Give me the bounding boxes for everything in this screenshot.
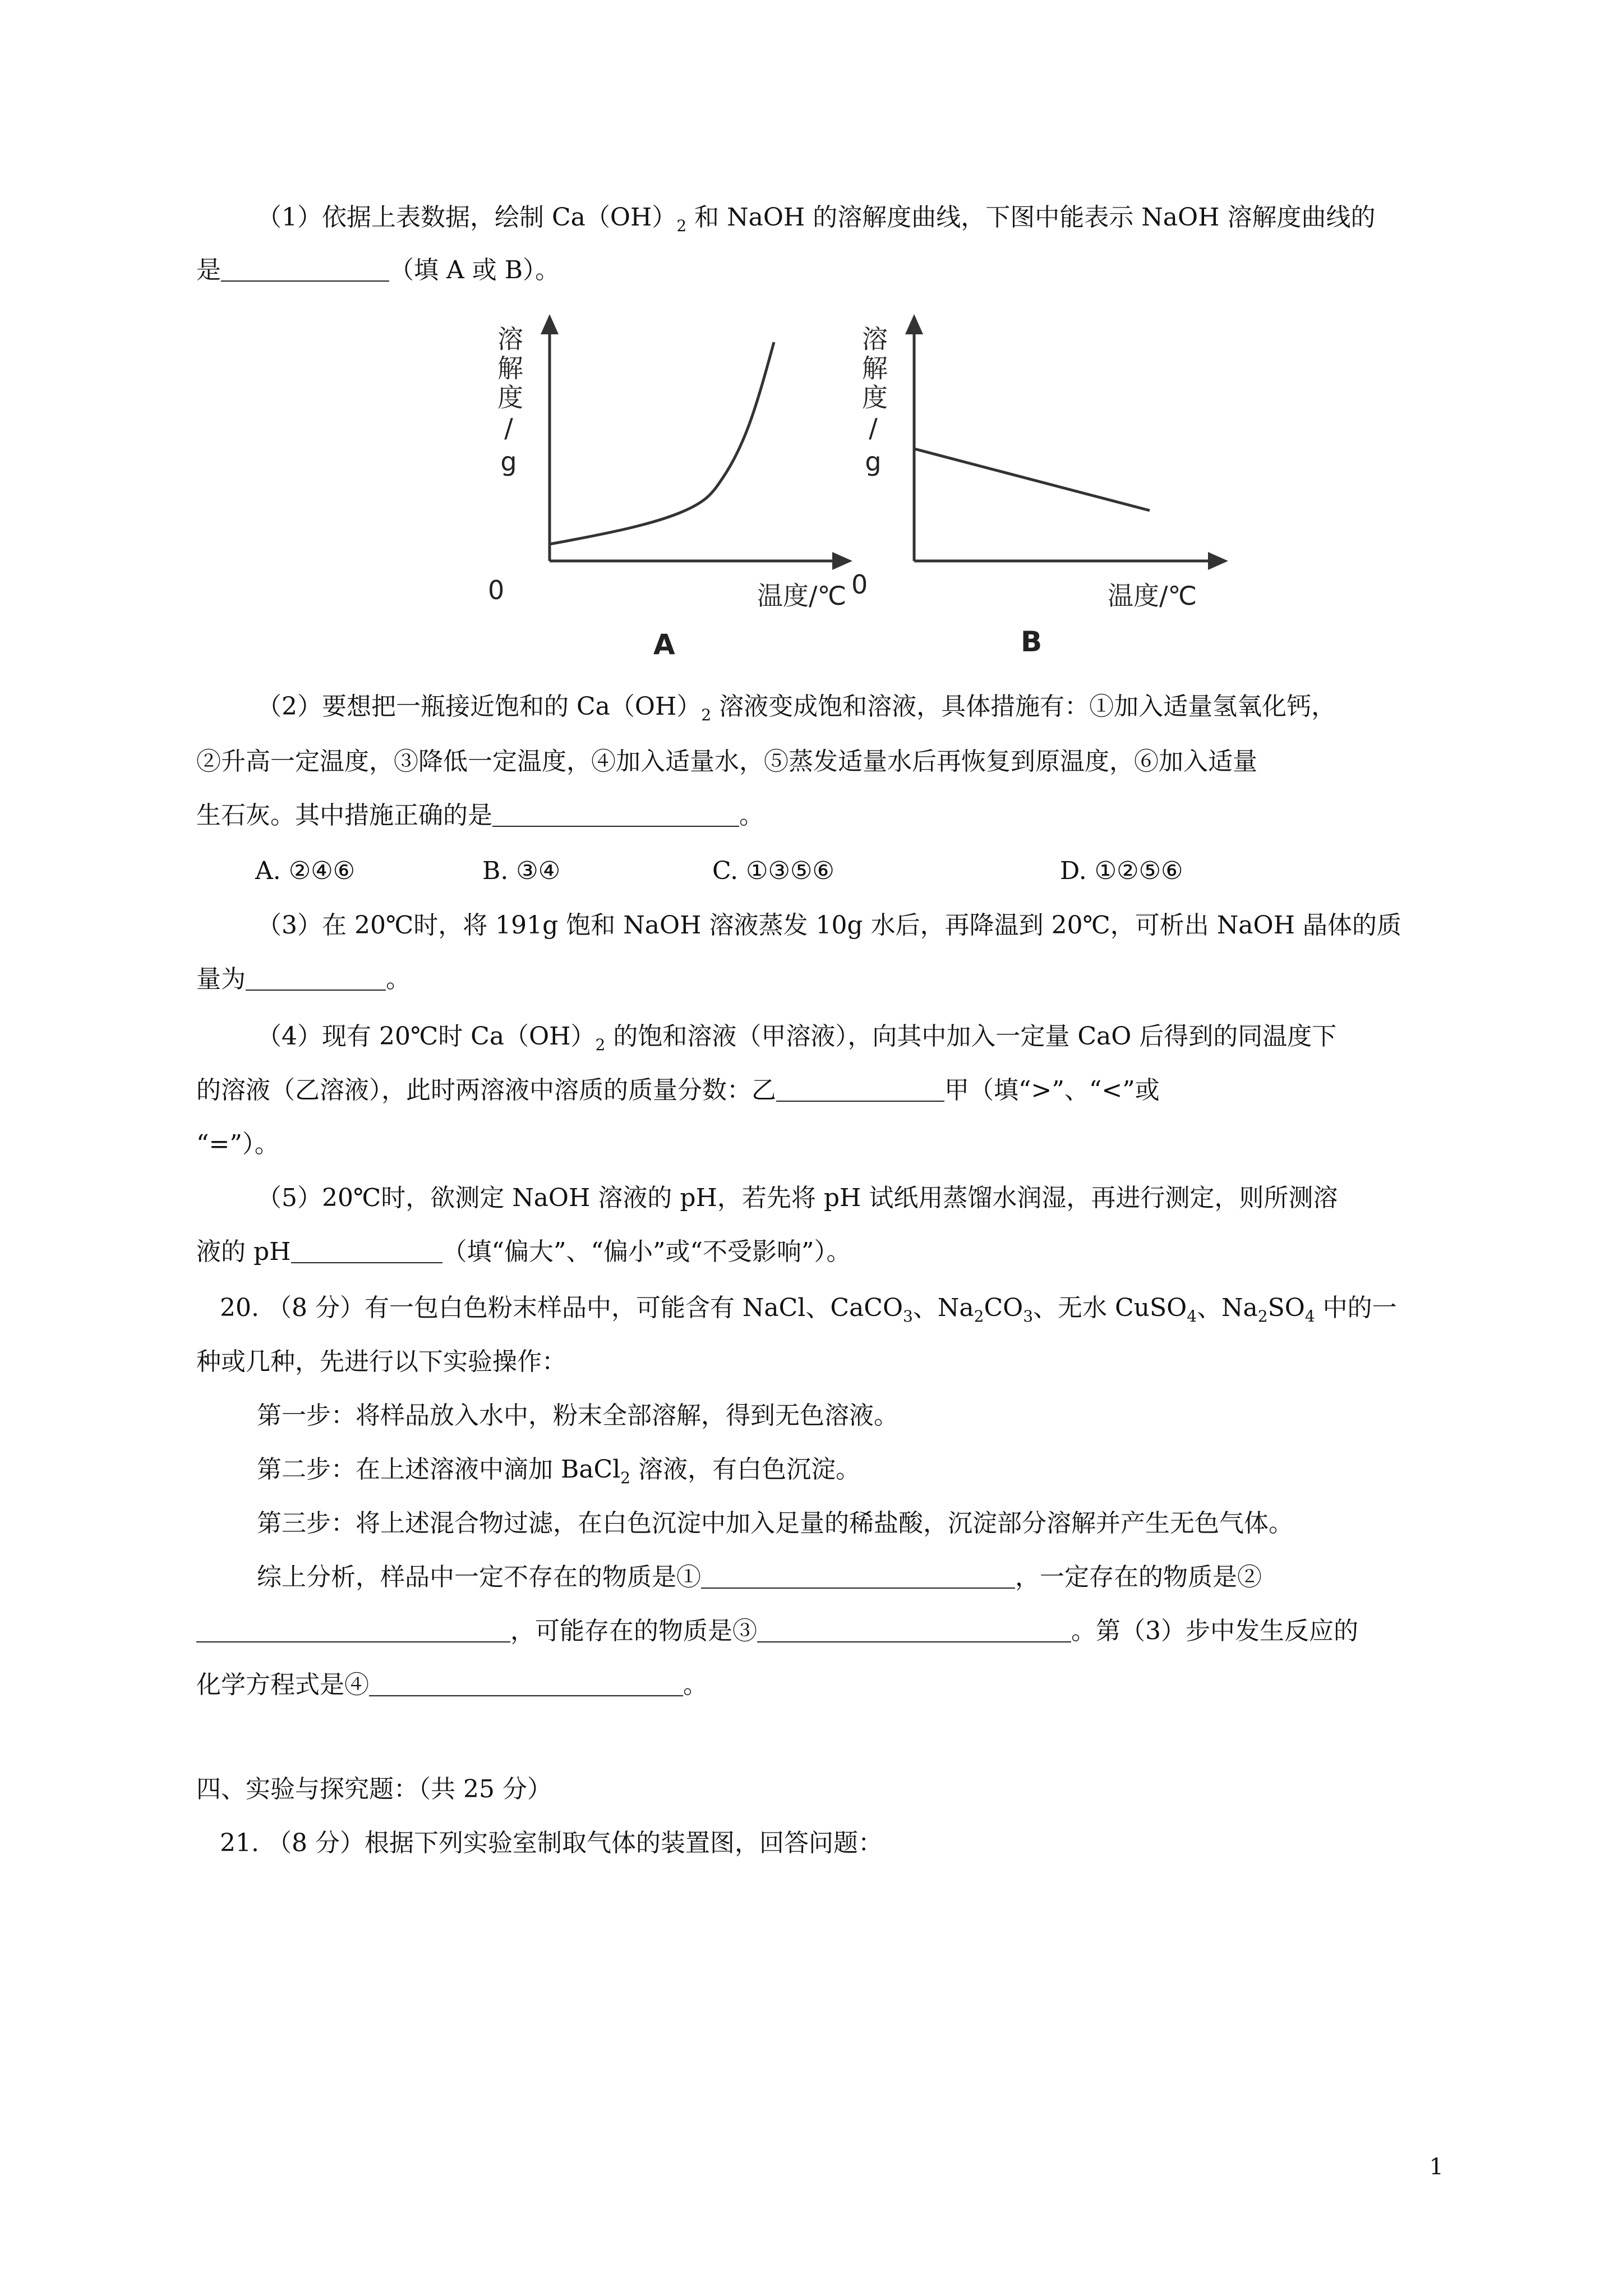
graph-a-plot xyxy=(465,314,869,606)
q19-part4-line2: 的溶液（乙溶液），此时两溶液中溶质的质量分数：乙 甲（填“>”、“<”或 xyxy=(196,1076,1160,1105)
option-c[interactable]: C. ①③⑤⑥ xyxy=(712,857,834,885)
q19-part3-line1: （3）在 20℃时，将 191g 饱和 NaOH 溶液蒸发 10g 水后，再降温到 20℃，可析出 NaOH 晶体的质 xyxy=(257,911,1401,940)
answer-blank-1[interactable] xyxy=(701,1563,1015,1589)
option-b[interactable]: B. ③④ xyxy=(482,857,561,885)
graph-a-ylabel: 溶解度/g xyxy=(494,325,524,480)
q20-line2: 种或几种，先进行以下实验操作： xyxy=(196,1347,566,1376)
q19-part4-line1: （4）现有 20℃时 $Ca(OH)_2$ 的饱和溶液（甲溶液），向其中加入一定量 CaO 后得到的同温度下 xyxy=(257,1022,1337,1054)
answer-blank[interactable] xyxy=(246,965,386,991)
q20-summary-line3: 化学方程式是④ 。 xyxy=(196,1671,708,1699)
q19-part1-line2: 是 （填 A 或 B）。 xyxy=(196,256,560,284)
q19-part1-line1: （1）依据上表数据，绘制 $Ca(OH)_2$ 和 NaOH 的溶解度曲线，下图中能表示 NaOH 溶解度曲线的 xyxy=(257,203,1376,235)
answer-blank-2[interactable] xyxy=(196,1617,510,1642)
q21-line1: 21. （8 分）根据下列实验室制取气体的装置图，回答问题： xyxy=(220,1829,883,1857)
answer-blank[interactable] xyxy=(492,801,739,827)
q20-step1: 第一步：将样品放入水中，粉末全部溶解，得到无色溶液。 xyxy=(257,1401,898,1430)
q19-part2-line2: ②升高一定温度，③降低一定温度，④加入适量水，⑤蒸发适量水后再恢复到原温度，⑥加入适量 xyxy=(196,747,1257,776)
answer-blank-4[interactable] xyxy=(369,1671,683,1696)
y-axis-arrow xyxy=(541,314,559,334)
graph-a-xlabel: 温度/℃ xyxy=(757,581,847,611)
q19-part4-line3: “=”）。 xyxy=(196,1130,279,1158)
graph-b-origin: 0 xyxy=(851,569,868,600)
section-heading: 四、实验与探究题：（共 25 分） xyxy=(196,1775,552,1803)
q20-step2: 第二步：在上述溶液中滴加 BaCl$_2$ 溶液，有白色沉淀。 xyxy=(257,1455,861,1487)
answer-blank-3[interactable] xyxy=(757,1617,1071,1642)
q19-part2-line3: 生石灰。其中措施正确的是 。 xyxy=(196,801,764,830)
page-number: 1 xyxy=(1429,2154,1444,2180)
y-axis-arrow xyxy=(905,314,923,334)
solubility-line xyxy=(914,449,1150,510)
answer-blank[interactable] xyxy=(291,1237,442,1263)
option-a[interactable]: A. ②④⑥ xyxy=(255,857,356,885)
solubility-curve xyxy=(550,342,774,544)
x-axis-arrow xyxy=(1208,552,1228,570)
q20-step3: 第三步：将上述混合物过滤，在白色沉淀中加入足量的稀盐酸，沉淀部分溶解并产生无色气体。 xyxy=(257,1509,1293,1538)
q20-line1: 20. （8 分）有一包白色粉末样品中，可能含有 NaCl、CaCO$_3$、$Na_2CO_3$、无水 CuSO$_4$、$Na_2SO_4$ 中的一 xyxy=(220,1294,1397,1326)
answer-blank[interactable] xyxy=(221,256,389,282)
q19-part5-line1: （5）20℃时，欲测定 NaOH 溶液的 pH，若先将 pH 试纸用蒸馏水润湿，再进行测定，则所测溶 xyxy=(257,1184,1338,1212)
q19-part2-line1: （2）要想把一瓶接近饱和的 $Ca(OH)_2$ 溶液变成饱和溶液，具体措施有：①加入适量氢氧化钙， xyxy=(257,692,1336,724)
graph-b xyxy=(836,314,1239,662)
answer-blank[interactable] xyxy=(776,1076,944,1102)
graph-b-xlabel: 温度/℃ xyxy=(1108,581,1197,611)
graph-a-origin: 0 xyxy=(488,575,505,605)
graph-b-panel-letter: B xyxy=(1021,625,1043,658)
graph-b-ylabel: 溶解度/g xyxy=(858,325,888,480)
q20-summary-line2: ，可能存在的物质是③ 。第（3）步中发生反应的 xyxy=(196,1614,1441,1648)
graph-b-plot xyxy=(836,314,1239,606)
q20-summary-line1: 综上分析，样品中一定不存在的物质是① ，一定存在的物质是② xyxy=(257,1563,1262,1591)
graph-a xyxy=(465,314,869,662)
q19-part3-line2: 量为 。 xyxy=(196,965,411,993)
q19-part5-line2: 液的 pH （填“偏大”、“偏小”或“不受影响”）。 xyxy=(196,1237,851,1266)
option-d[interactable]: D. ①②⑤⑥ xyxy=(1060,857,1183,885)
graph-a-panel-letter: A xyxy=(653,628,675,661)
